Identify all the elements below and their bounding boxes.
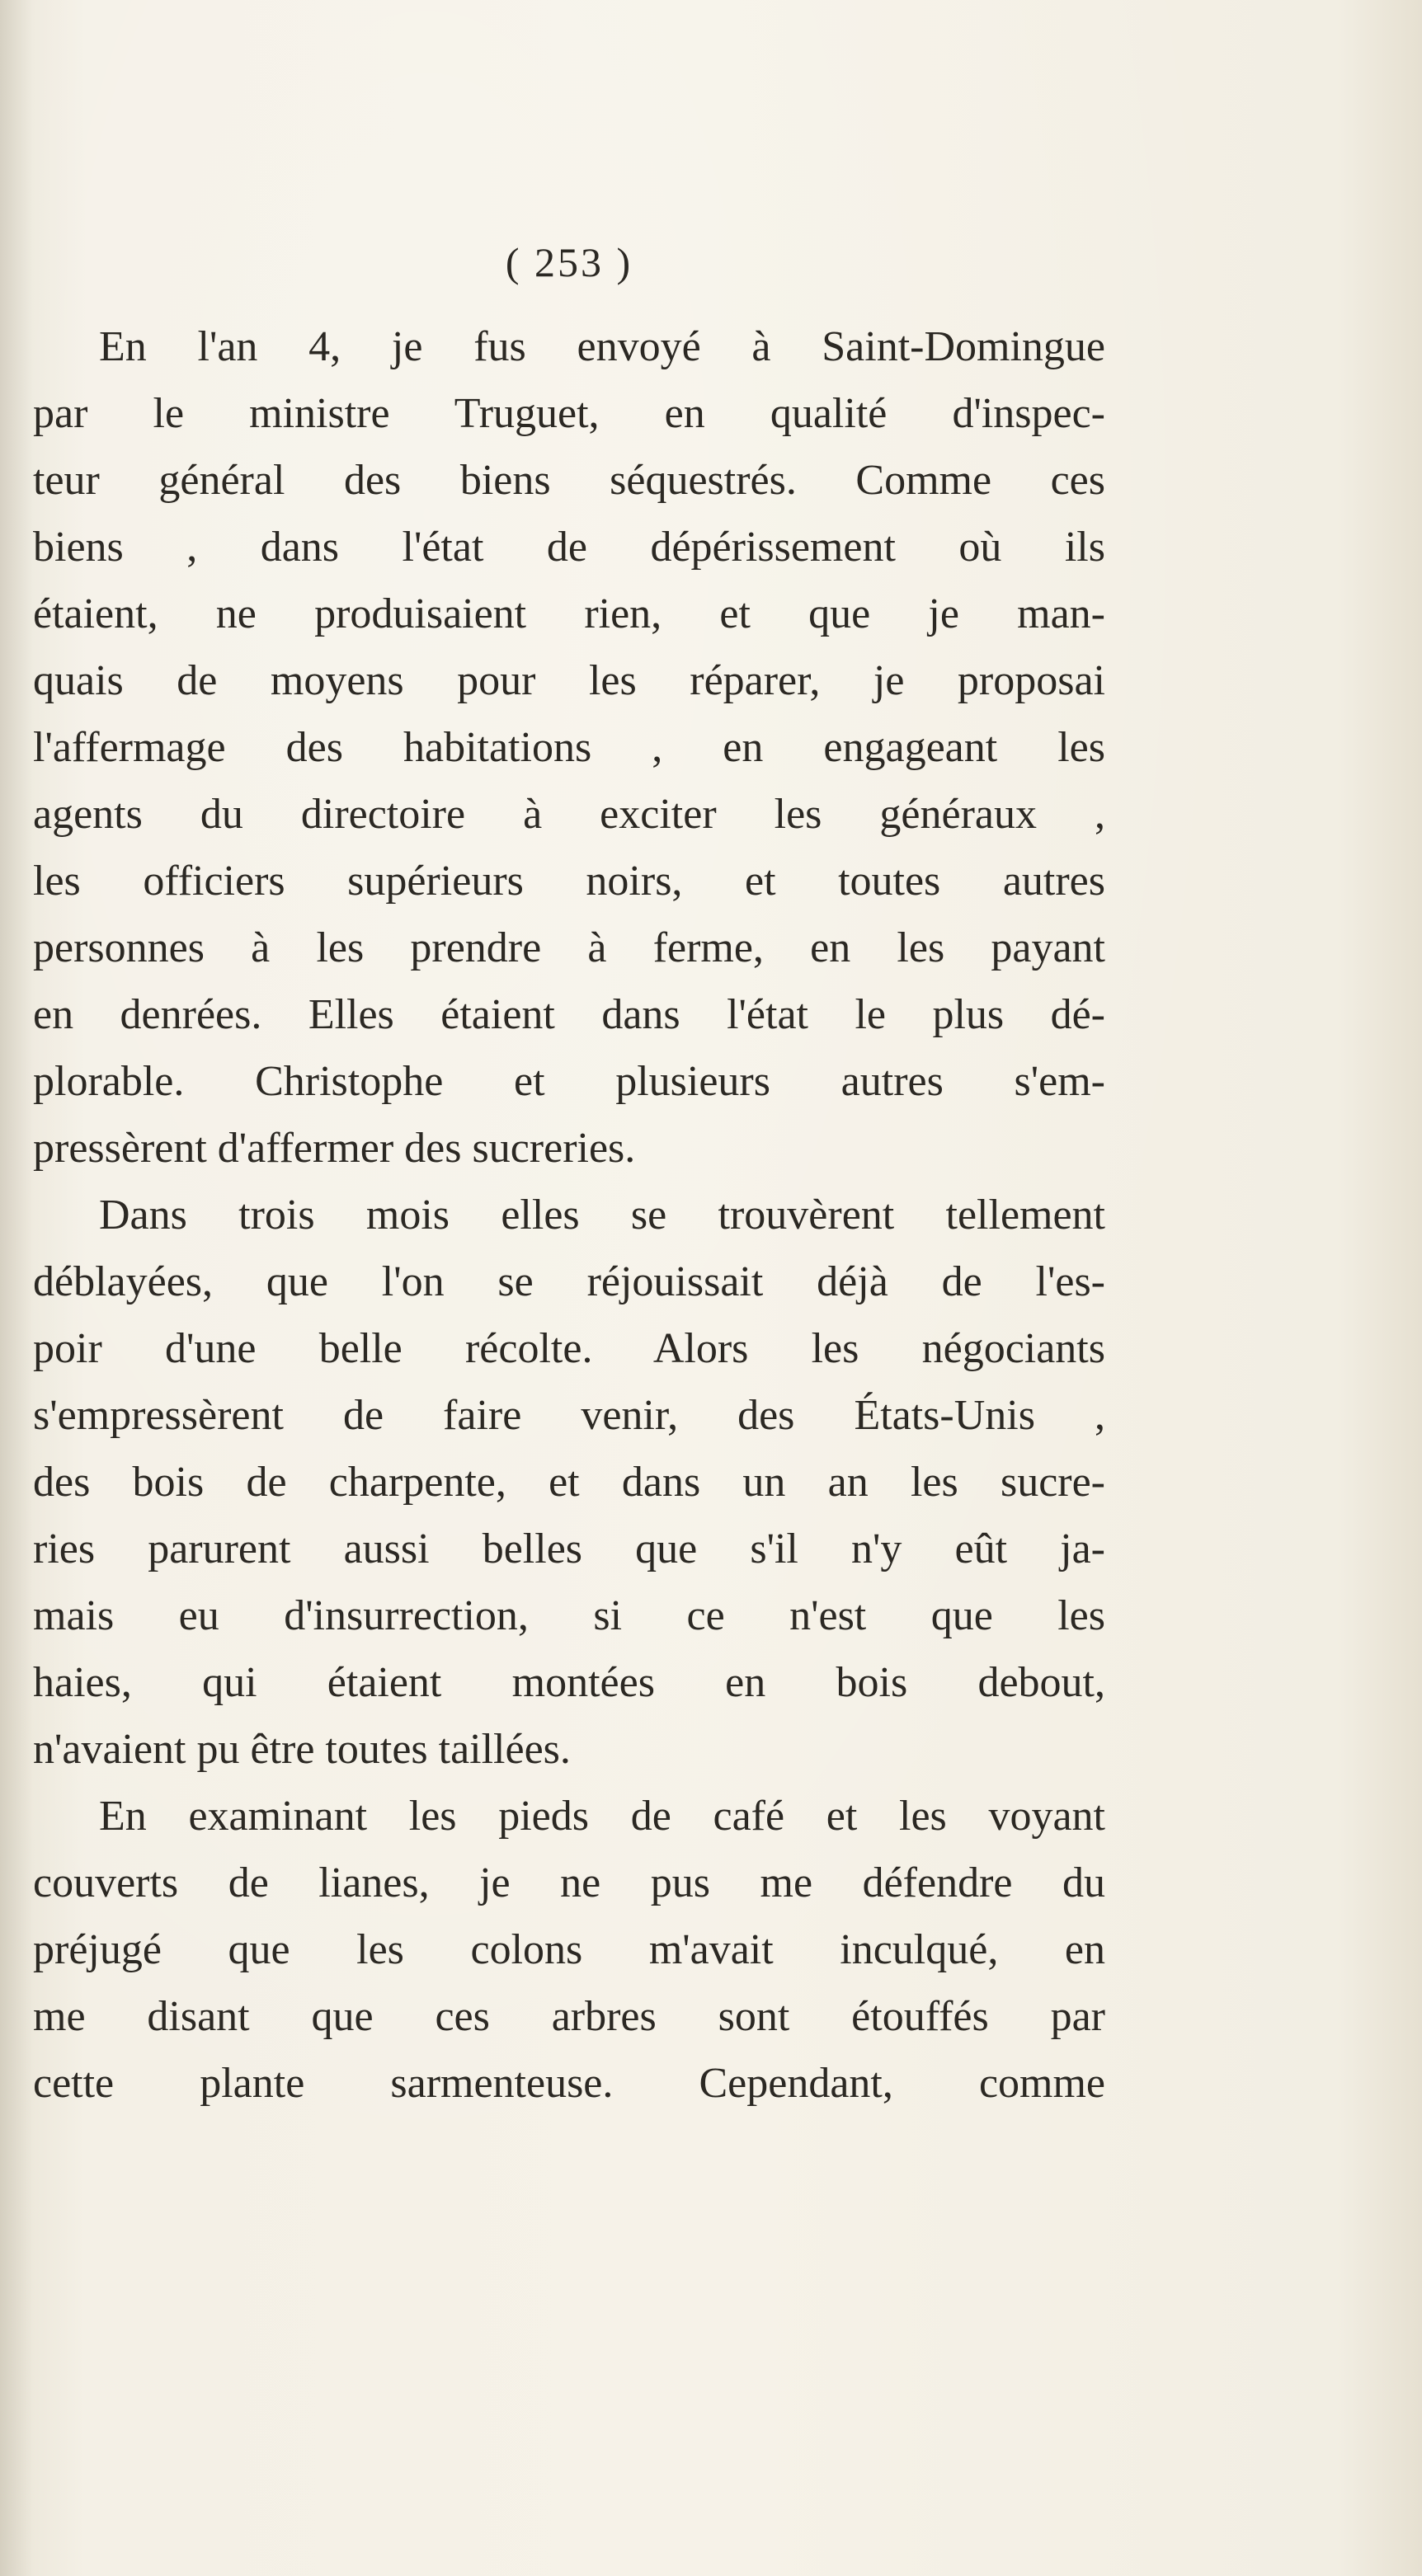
text-line: s'empressèrent de faire venir, des États-Unis , xyxy=(33,1392,1105,1439)
paragraph-1 xyxy=(33,313,1105,1182)
text-line: En l'an 4, je fus envoyé à Saint-Domingue xyxy=(99,323,1105,370)
text-line: poir d'une belle récolte. Alors les négociants xyxy=(33,1325,1105,1372)
text-line: préjugé que les colons m'avait inculqué, en xyxy=(33,1926,1105,1973)
text-line: par le ministre Truguet, en qualité d'inspec- xyxy=(33,390,1105,437)
body-text xyxy=(33,313,1105,2117)
text-line: biens , dans l'état de dépérissement où ils xyxy=(33,524,1105,571)
paragraph-3 xyxy=(33,1783,1105,2117)
text-line: agents du directoire à exciter les généraux , xyxy=(33,791,1105,838)
text-line: ries parurent aussi belles que s'il n'y eût ja- xyxy=(33,1525,1105,1572)
text-line: quais de moyens pour les réparer, je proposai xyxy=(33,657,1105,704)
paragraph-2 xyxy=(33,1182,1105,1783)
text-line: cette plante sarmenteuse. Cependant, comme xyxy=(33,2060,1105,2107)
text-line: l'affermage des habitations , en engageant les xyxy=(33,724,1105,771)
text-line: En examinant les pieds de café et les voyant xyxy=(99,1793,1105,1840)
text-line: couverts de lianes, je ne pus me défendre du xyxy=(33,1859,1105,1906)
text-line: plorable. Christophe et plusieurs autres s'em- xyxy=(33,1058,1105,1105)
text-line: haies, qui étaient montées en bois debout, xyxy=(33,1659,1105,1706)
text-line: n'avaient pu être toutes taillées. xyxy=(33,1726,571,1773)
page-gutter-shadow xyxy=(0,0,33,2576)
text-line: teur général des biens séquestrés. Comme ces xyxy=(33,457,1105,504)
text-line: Dans trois mois elles se trouvèrent tellement xyxy=(99,1192,1105,1239)
text-line: pressèrent d'affermer des sucreries. xyxy=(33,1125,636,1172)
text-line: me disant que ces arbres sont étouffés par xyxy=(33,1993,1105,2040)
text-line: des bois de charpente, et dans un an les sucre- xyxy=(33,1459,1105,1506)
text-line: personnes à les prendre à ferme, en les payant xyxy=(33,924,1105,971)
text-line: mais eu d'insurrection, si ce n'est que les xyxy=(33,1592,1105,1639)
text-line: étaient, ne produisaient rien, et que je man- xyxy=(33,590,1105,637)
text-line: déblayées, que l'on se réjouissait déjà de l'es- xyxy=(33,1258,1105,1305)
text-line: en denrées. Elles étaient dans l'état le plus dé- xyxy=(33,991,1105,1038)
page-number: ( 253 ) xyxy=(505,239,633,285)
text-line: les officiers supérieurs noirs, et toutes autres xyxy=(33,858,1105,905)
